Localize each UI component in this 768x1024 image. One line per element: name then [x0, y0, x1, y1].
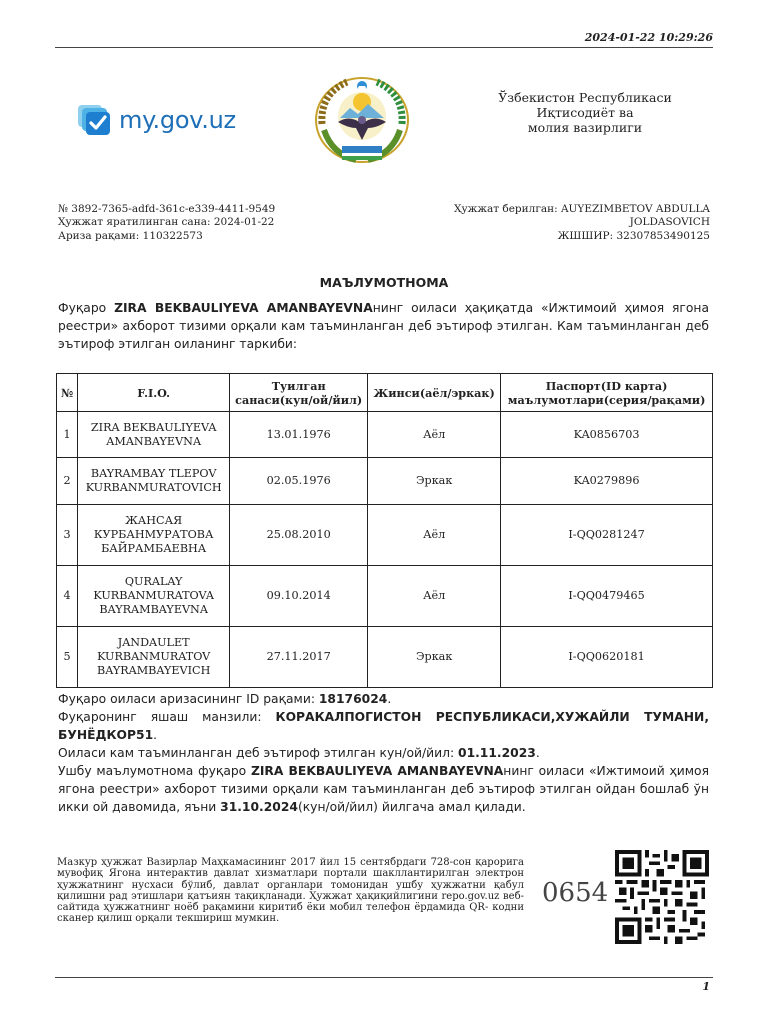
checkbox-icon: [77, 104, 111, 136]
timestamp: 2024-01-22 10:29:26: [584, 31, 713, 44]
col-header-number: №: [57, 374, 78, 412]
ministry-name: [470, 90, 700, 135]
cell-passport: I-QQ0620181: [501, 627, 713, 688]
cell-birthdate: 09.10.2014: [230, 566, 368, 627]
cell-gender: Эркак: [368, 458, 501, 505]
created-date: Ҳужжат яратилинган сана: 2024-01-22: [58, 216, 275, 229]
since-date: 01.11.2023: [458, 746, 536, 760]
serial-number: 0654: [542, 878, 609, 908]
cell-number: 4: [57, 566, 78, 627]
citizen-name: ZIRA BEKBAULIYEVA AMANBAYEVNA: [114, 301, 373, 315]
col-header-fio: F.I.O.: [78, 374, 230, 412]
request-number: Ариза рақами: 110322573: [58, 229, 203, 242]
cell-number: 5: [57, 627, 78, 688]
family-members-table: [56, 373, 713, 688]
ministry-line-2: Иқтисодиёт ва: [536, 105, 634, 120]
issued-to: [454, 203, 710, 243]
bottom-rule: [55, 977, 713, 978]
validity-paragraph: [58, 762, 709, 816]
since-label: Оиласи кам таъминланган деб эътироф этилган кун/ой/йил:: [58, 746, 459, 760]
cell-birthdate: 25.08.2010: [230, 505, 368, 566]
validity-text-1: Ушбу маълумотнома фуқаро: [58, 764, 251, 778]
pinfl: ЖШШИР: 32307853490125: [557, 229, 710, 242]
page-number: 1: [702, 980, 710, 993]
document-title: МАЪЛУМОТНОМА: [319, 275, 449, 290]
col-header-passport: Паспорт(ID карта) маълумотлари(серия/рақами): [501, 374, 713, 412]
cell-birthdate: 13.01.1976: [230, 412, 368, 458]
issued-by-line-1: Ҳужжат берилган: AUYEZIMBETOV ABDULLA: [454, 203, 710, 215]
ministry-line-1: Ўзбекистон Республикаси: [498, 90, 672, 105]
cell-number: 3: [57, 505, 78, 566]
legal-notice: Мазкур ҳужжат Вазирлар Маҳкамасининг 2017 йил 15 сентябрдаги 728-сон қарорига мувофиқ Ягона интерактив давлат хизматлари портали шакллантирилган электрон ҳужжатнинг нусхаси бўлиб, давлат органлари томонидан ушбу ҳужжатни қабул қилишни рад этишлари қатъиян тақиқланади. Ҳужжат ҳақиқийлигини repo.gov.uz веб-сайтида ҳужжатнинг ноёб рақамини киритиб ёки мобил телефон ёрдамида QR- кодни сканер қилиш орқали текшириш мумкин.: [57, 857, 524, 925]
cell-gender: Аёл: [368, 412, 501, 458]
address-label: Фуқаронинг яшаш манзили:: [58, 710, 276, 724]
table-row: [57, 412, 713, 458]
validity-text-3: (кун/ой/йил) йилгача амал қилади.: [297, 800, 526, 814]
cell-gender: Аёл: [368, 505, 501, 566]
cell-fio: JANDAULET KURBANMURATOV BAYRAMBAYEVICH: [78, 627, 230, 688]
cell-passport: KA0279896: [501, 458, 713, 505]
table-row: [57, 566, 713, 627]
application-id: 18176024: [318, 692, 388, 706]
document-number: № 3892-7365-adfd-361c-e339-4411-9549: [58, 203, 276, 215]
cell-birthdate: 27.11.2017: [230, 627, 368, 688]
col-header-gender: Жинси(аёл/эркак): [368, 374, 501, 412]
table-row: [57, 458, 713, 505]
table-row: [57, 627, 713, 688]
cell-passport: I-QQ0281247: [501, 505, 713, 566]
cell-fio: QURALAY KURBANMURATOVA BAYRAMBAYEVNA: [78, 566, 230, 627]
qr-code-icon[interactable]: [612, 850, 712, 948]
cell-gender: Аёл: [368, 566, 501, 627]
cell-passport: I-QQ0479465: [501, 566, 713, 627]
intro-text-2: нинг оиласи ҳақиқатда «Ижтимоий ҳимоя ягона реестри» ахборот тизими орқали кам таъминланган деб эътироф этилган. Кам таъминланган деб эътироф этилган оиланинг таркиби:: [58, 301, 709, 351]
validity-text-2: нинг оиласи «Ижтимоий ҳимоя ягона реестри» ахборот тизими орқали кам таъминланган деб эътироф этилган ойдан бошлаб ўн икки ой давомида, яъни: [58, 764, 709, 814]
intro-text-1: Фуқаро: [58, 301, 115, 315]
state-emblem: [312, 74, 412, 168]
intro-paragraph: [58, 299, 709, 353]
application-id-label: Фуқаро оиласи аризасининг ID рақами:: [58, 692, 319, 706]
cell-passport: KA0856703: [501, 412, 713, 458]
address-line: Фуқаронинг яшаш манзили: КОРАКАЛПОГИСТОН РЕСПУБЛИКАСИ,ХУЖАЙЛИ ТУМАНИ, БУНЁДКОР51.: [58, 710, 709, 742]
cell-number: 2: [57, 458, 78, 505]
validity-name: ZIRA BEKBAULIYEVA AMANBAYEVNA: [250, 764, 504, 778]
table-row: [57, 505, 713, 566]
cell-number: 1: [57, 412, 78, 458]
issued-by-line-2: JOLDASOVICH: [629, 216, 710, 229]
application-id-line: Фуқаро оиласи аризасининг ID рақами: 18176024.: [58, 692, 392, 706]
logo-text: my.gov.uz: [119, 106, 236, 134]
since-line: Оиласи кам таъминланган деб эътироф этилган кун/ой/йил: 01.11.2023.: [58, 746, 540, 760]
ministry-line-3: молия вазирлиги: [527, 120, 643, 135]
top-rule: [55, 47, 713, 48]
validity-date: 31.10.2024: [220, 800, 298, 814]
document-meta: [58, 203, 275, 243]
cell-fio: ZIRA BEKBAULIYEVA AMANBAYEVNA: [78, 412, 230, 458]
mygov-logo[interactable]: [77, 104, 236, 136]
cell-birthdate: 02.05.1976: [230, 458, 368, 505]
cell-fio: BAYRAMBAY TLEPOV KURBANMURATOVICH: [78, 458, 230, 505]
table-header-row: [57, 374, 713, 412]
address-value: КОРАКАЛПОГИСТОН РЕСПУБЛИКАСИ,ХУЖАЙЛИ ТУМАНИ, БУНЁДКОР51: [58, 710, 709, 742]
col-header-birthdate: Туилган санаси(кун/ой/йил): [230, 374, 368, 412]
cell-fio: ЖАНСАЯ КУРБАНМУРАТОВА БАЙРАМБАЕВНА: [78, 505, 230, 566]
cell-gender: Эркак: [368, 627, 501, 688]
